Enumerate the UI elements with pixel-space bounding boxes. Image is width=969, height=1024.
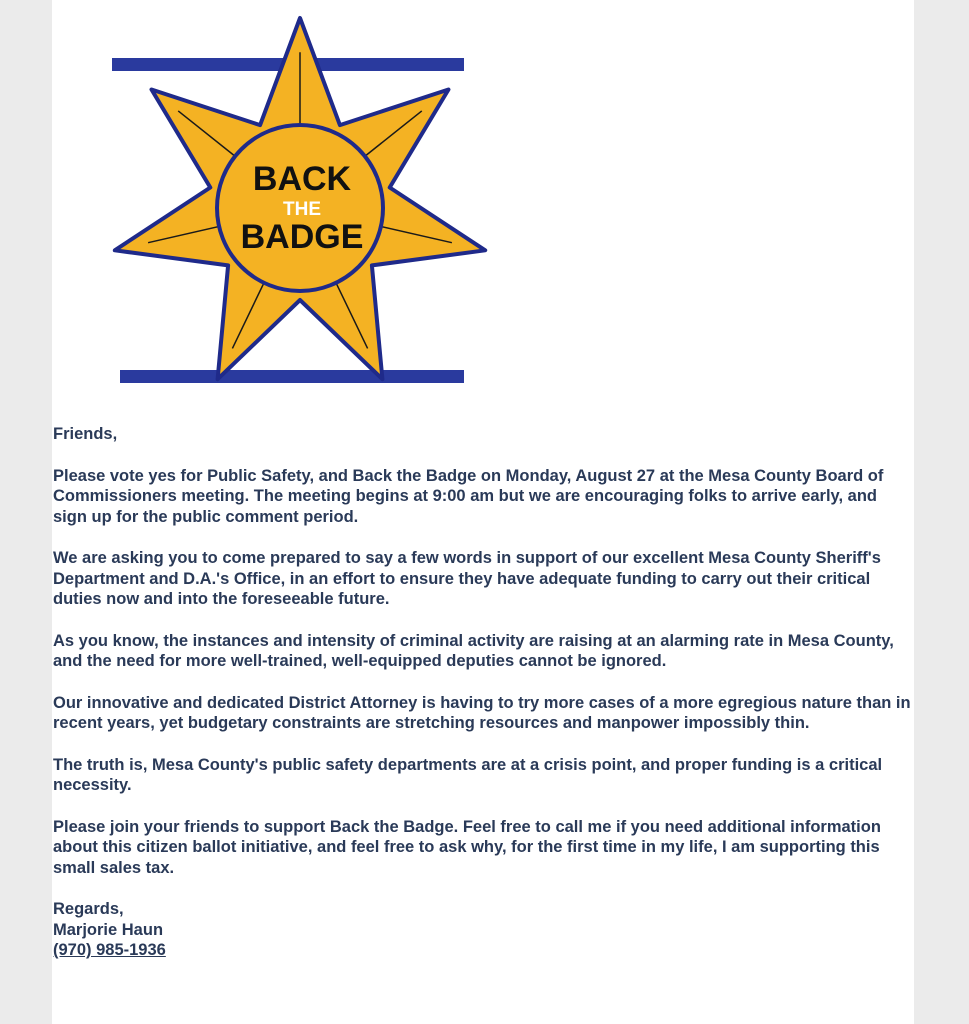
logo-text-badge: BADGE: [240, 218, 364, 256]
letter-paragraph: Please join your friends to support Back the Badge. Feel free to call me if you need additional information about this citizen ballot initiative, and feel free to ask why, for the first time in my life, I am supporting this small sales tax.: [53, 817, 881, 877]
logo-text-the: THE: [283, 199, 321, 220]
left-gutter: [0, 0, 52, 1024]
signature-name: Marjorie Haun: [53, 920, 164, 939]
letter-paragraph: The truth is, Mesa County's public safety departments are at a crisis point, and proper funding is a critical necessity.: [53, 755, 883, 794]
letter-content: [53, 424, 913, 961]
right-gutter: [914, 0, 969, 1024]
signature-closing: Regards,: [53, 900, 124, 918]
letter-greeting: Friends,: [53, 425, 118, 443]
letter-paragraph: As you know, the instances and intensity of criminal activity are raising at an alarming rate in Mesa County, and the need for more well-trained, well-equipped deputies cannot be ignored.: [53, 631, 894, 670]
back-the-badge-logo: [90, 10, 510, 410]
signature-block: [53, 899, 913, 961]
logo-bottom-bar: [120, 370, 464, 383]
letter-paragraph: Please vote yes for Public Safety, and Back the Badge on Monday, August 27 at the Mesa County Board of Commissioners meeting. The meeting begins at 9:00 am but we are encouraging folks to arrive early, and sign up for the public comment period.: [53, 466, 884, 526]
email-body: [52, 0, 914, 1024]
letter-paragraph: We are asking you to come prepared to say a few words in support of our excellent Mesa County Sheriff's Department and D.A.'s Office, in an effort to ensure they have adequate funding to carry out their critical duties now and into the foreseeable future.: [53, 549, 881, 608]
logo-text-back: BACK: [252, 160, 352, 198]
phone-link[interactable]: (970) 985-1936: [53, 941, 166, 959]
letter-paragraph: Our innovative and dedicated District Attorney is having to try more cases of a more egregious nature than in recent years, yet budgetary constraints are stretching resources and manpower impossibly thin.: [53, 693, 911, 732]
